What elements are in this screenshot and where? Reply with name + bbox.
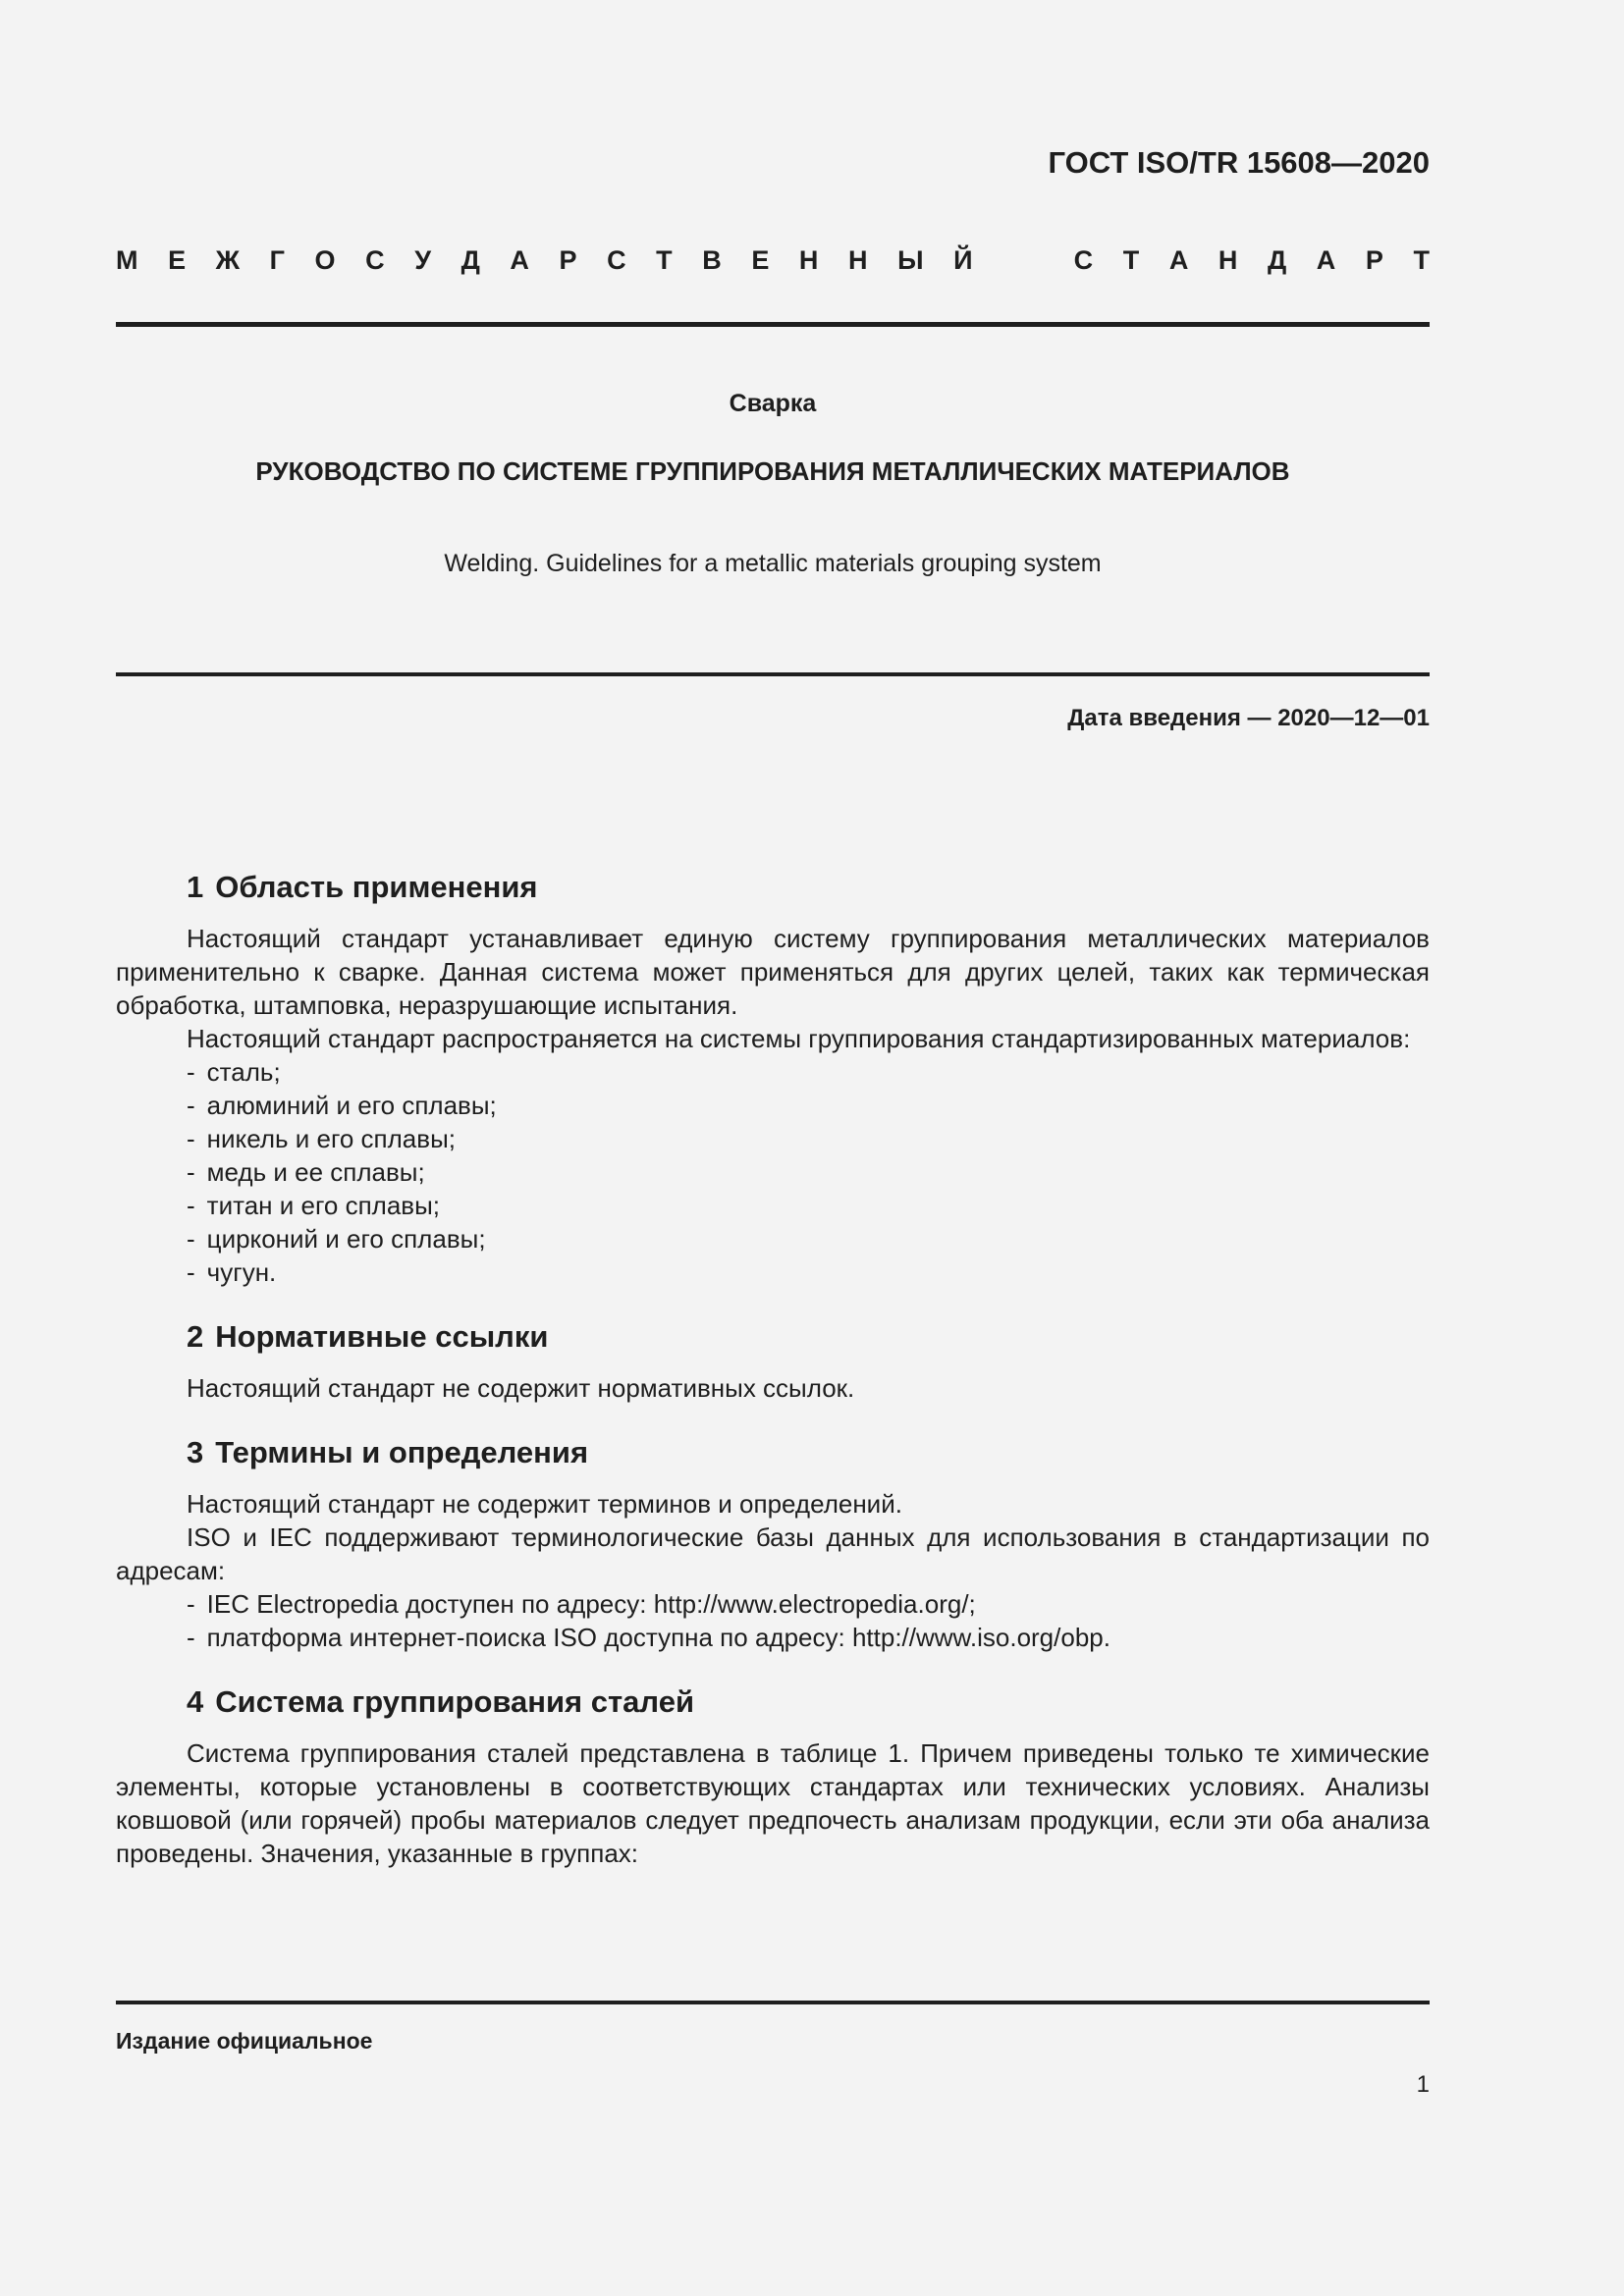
introduction-date: Дата введения — 2020—12—01 [1067,705,1430,731]
section-heading-steel-grouping [116,1683,1430,1721]
paragraph: ISO и IEC поддерживают терминологические базы данных для использования в стандартизации по адресам: [116,1522,1430,1585]
letter: Н [848,245,868,275]
letter: С [365,245,385,275]
letter: Ы [897,245,924,275]
letter: Д [460,245,480,275]
section-title: Термины и определения [215,1435,589,1469]
section-heading-normative-references [116,1318,1430,1356]
letter: Е [168,245,187,275]
list-item: - медь и ее сплавы; [187,1157,425,1187]
footer-divider [116,2001,1430,2004]
letter: Й [953,245,973,275]
section-heading-scope [116,869,1430,906]
list-item: - цирконий и его сплавы; [187,1224,486,1254]
list-item: - чугун. [187,1257,277,1287]
letter: Ж [215,245,241,275]
paragraph: Настоящий стандарт устанавливает единую систему группирования металлических материалов применительно к сварке. Данная система может применяться для других целей, таких как термическая обработка, штамповка, неразрушающие испытания. [116,924,1430,1020]
letter: Г [269,245,285,275]
letter: М [116,245,138,275]
gost-number: ГОСТ ISO/TR 15608—2020 [1048,145,1430,180]
word-gap [1002,245,1044,276]
list-item: - IEC Electropedia доступен по адресу: http://www.electropedia.org/; [187,1589,976,1619]
list-item: - платформа интернет-поиска ISO доступна по адресу: http://www.iso.org/obp. [187,1623,1110,1652]
list-item: - никель и его сплавы; [187,1124,456,1153]
header-divider [116,322,1430,327]
letter: Н [1218,245,1238,275]
edition-label: Издание официальное [116,2028,373,2054]
title-divider [116,672,1430,676]
terminology-links-list [116,1587,1430,1654]
letter: Е [751,245,770,275]
section-title: Система группирования сталей [215,1684,695,1719]
paragraph: Настоящий стандарт не содержит терминов и определений. [187,1489,902,1519]
section-title: Нормативные ссылки [215,1319,549,1354]
letter: Т [1413,245,1430,275]
letter: О [314,245,336,275]
paragraph: Система группирования сталей представлена в таблице 1. Причем приведены только те химические элементы, которые установлены в соответствующих стандартах или технических условиях. Анализы ковшовой (или горячей) пробы материалов следует предпочесть анализам продукции, если эти оба анализа проведены. Значения, указанные в группах: [116,1738,1430,1868]
list-item: - сталь; [187,1057,281,1087]
document-body [116,869,1430,1870]
section-heading-terms [116,1434,1430,1471]
letter: Р [559,245,577,275]
document-title-en: Welding. Guidelines for a metallic materials grouping system [444,550,1102,577]
subject-title: Сварка [729,390,817,417]
list-item: - титан и его сплавы; [187,1191,440,1220]
letter: У [414,245,432,275]
page-number: 1 [1416,2071,1430,2098]
letter: В [702,245,722,275]
section-number: 2 [187,1319,204,1354]
list-item: - алюминий и его сплавы; [187,1091,497,1120]
section-number: 3 [187,1435,204,1469]
paragraph: Настоящий стандарт не содержит нормативных ссылок. [187,1373,855,1403]
section-number: 1 [187,870,204,904]
letter: А [1316,245,1336,275]
letter: А [1168,245,1189,275]
letter: С [607,245,626,275]
document-title-ru: РУКОВОДСТВО ПО СИСТЕМЕ ГРУППИРОВАНИЯ МЕТАЛЛИЧЕСКИХ МАТЕРИАЛОВ [255,456,1290,486]
paragraph: Настоящий стандарт распространяется на системы группирования стандартизированных материалов: [187,1024,1411,1053]
section-number: 4 [187,1684,204,1719]
letter: Р [1365,245,1383,275]
letter: Н [798,245,819,275]
letter: Т [1122,245,1140,275]
section-title: Область применения [215,870,538,904]
letter: Д [1267,245,1287,275]
letter: С [1073,245,1094,275]
letter: А [510,245,529,275]
materials-list [116,1055,1430,1289]
letter: Т [656,245,673,275]
standard-type-heading [116,245,1430,276]
